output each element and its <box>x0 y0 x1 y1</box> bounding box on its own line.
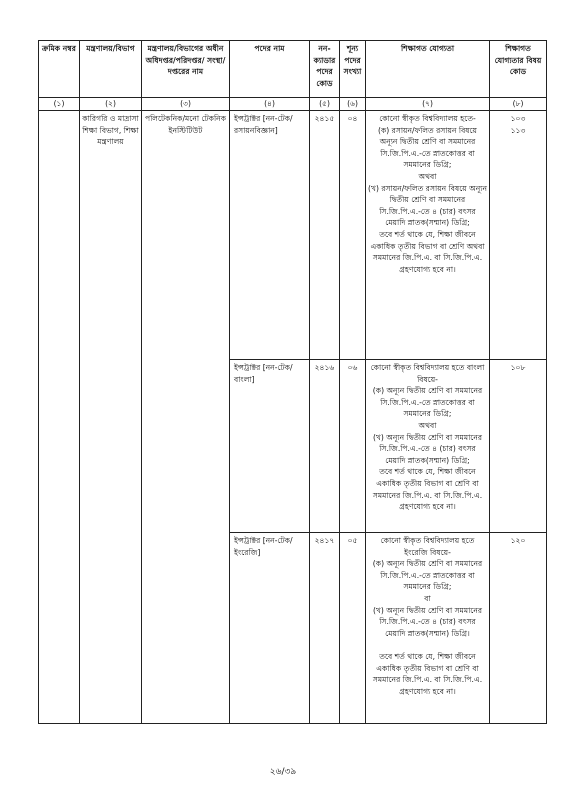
qualification-cell: কোনো স্বীকৃত বিশ্ববিদ্যালয় হতে বাংলা বিষয়ে- (ক) অন্যূন দ্বিতীয় শ্রেণি বা সমমানের সি.জি.পি.এ.-তে স্নাতকোত্তর বা সমমানের ডিগ্রি; অথবা (খ) অন্যূন দ্বিতীয় শ্রেণি বা সমমানের সি.জি.পি.এ.-তে ৪ (চার) বৎসর মেয়াদি স্নাতক(সম্মান) ডিগ্রি; তবে শর্ত থাকে যে, শিক্ষা জীবনে একাধিক তৃতীয় বিভাগ বা শ্রেণি বা সমমানের জি.পি.এ. বা সি.জি.পি.এ. গ্রহণযোগ্য হবে না। <box>366 360 490 533</box>
vacancy-table <box>38 40 547 724</box>
post-code-cell: ২৪১৫ <box>310 111 340 360</box>
post-code-cell: ২৪১৭ <box>310 533 340 724</box>
column-number: (৬) <box>340 98 366 111</box>
subject-code-cell: ১০৩ ১১৩ <box>490 111 547 360</box>
serial-cell <box>39 111 80 724</box>
vacancies-cell: ০৫ <box>340 533 366 724</box>
header-ministry: মন্ত্রণালয়/বিভাগ <box>80 41 142 98</box>
header-office: মন্ত্রণালয়/বিভাগের অধীন অধিদপ্তর/পরিদপ্তর/ সংস্থা/দপ্তরের নাম <box>142 41 230 98</box>
page-number: ২৬/৩৯ <box>269 767 297 777</box>
header-qualification: শিক্ষাগত যোগ্যতা <box>366 41 490 98</box>
qualification-cell: কোনো স্বীকৃত বিশ্ববিদ্যালয় হতে- (ক) রসায়ন/ফলিত রসায়ন বিষয়ে অন্যূন দ্বিতীয় শ্রেণি বা সমমানের সি.জি.পি.এ.-তে স্নাতকোত্তর বা সমমানের ডিগ্রি; অথবা (খ) রসায়ন/ফলিত রসায়ন বিষয়ে অন্যূন দ্বিতীয় শ্রেণি বা সমমানের সি.জি.পি.এ.-তে ৪ (চার) বৎসর মেয়াদি স্নাতক(সম্মান) ডিগ্রি; তবে শর্ত থাকে যে, শিক্ষা জীবনে একাধিক তৃতীয় বিভাগ বা শ্রেণি অথবা সমমানের জি.পি.এ. বা সি.জি.পি.এ. গ্রহণযোগ্য হবে না। <box>366 111 490 360</box>
office-cell: পলিটেকনিক/মনো টেকনিক ইনস্টিটিউট <box>142 111 230 724</box>
column-number: (৪) <box>230 98 310 111</box>
column-number-row <box>39 98 547 111</box>
header-serial: ক্রমিক নম্বর <box>39 41 80 98</box>
column-number: (৩) <box>142 98 230 111</box>
header-post-name: পদের নাম <box>230 41 310 98</box>
table-row <box>39 111 547 360</box>
post-name-cell: ইন্সট্রাক্টর [নন-টেক/ ইংরেজি] <box>230 533 310 724</box>
column-number: (৮) <box>490 98 547 111</box>
column-number: (১) <box>39 98 80 111</box>
qualification-cell: কোনো স্বীকৃত বিশ্ববিদ্যালয় হতে ইংরেজি বিষয়ে- (ক) অন্যূন দ্বিতীয় শ্রেণি বা সমমানের সি.জি.পি.এ.-তে স্নাতকোত্তর বা সমমানের ডিগ্রি; বা (খ) অন্যূন দ্বিতীয় শ্রেণি বা সমমানের সি.জি.পি.এ.-তে ৪ (চার) বৎসর মেয়াদি স্নাতক(সম্মান) ডিগ্রি। তবে শর্ত থাকে যে, শিক্ষা জীবনে একাধিক তৃতীয় বিভাগ বা শ্রেণি বা সমমানের জি.পি.এ. বা সি.জি.পি.এ. গ্রহণযোগ্য হবে না। <box>366 533 490 724</box>
header-vacancies: শূন্য পদের সংখ্যা <box>340 41 366 98</box>
column-number: (৫) <box>310 98 340 111</box>
vacancies-cell: ০৪ <box>340 111 366 360</box>
subject-code-cell: ১০৮ <box>490 360 547 533</box>
ministry-cell: কারিগরি ও মাদ্রাসা শিক্ষা বিভাগ, শিক্ষা মন্ত্রণালয় <box>80 111 142 724</box>
post-code-cell: ২৪১৬ <box>310 360 340 533</box>
column-number: (২) <box>80 98 142 111</box>
vacancies-cell: ০৬ <box>340 360 366 533</box>
table-header-row <box>39 41 547 98</box>
header-post-code: নন-ক্যাডার পদের কোড <box>310 41 340 98</box>
post-name-cell: ইন্সট্রাক্টর [নন-টেক/রসায়নবিজ্ঞান] <box>230 111 310 360</box>
post-name-cell: ইন্সট্রাক্টর [নন-টেক/বাংলা] <box>230 360 310 533</box>
subject-code-cell: ১২০ <box>490 533 547 724</box>
header-subject-code: শিক্ষাগত যোগ্যতার বিষয় কোড <box>490 41 547 98</box>
column-number: (৭) <box>366 98 490 111</box>
